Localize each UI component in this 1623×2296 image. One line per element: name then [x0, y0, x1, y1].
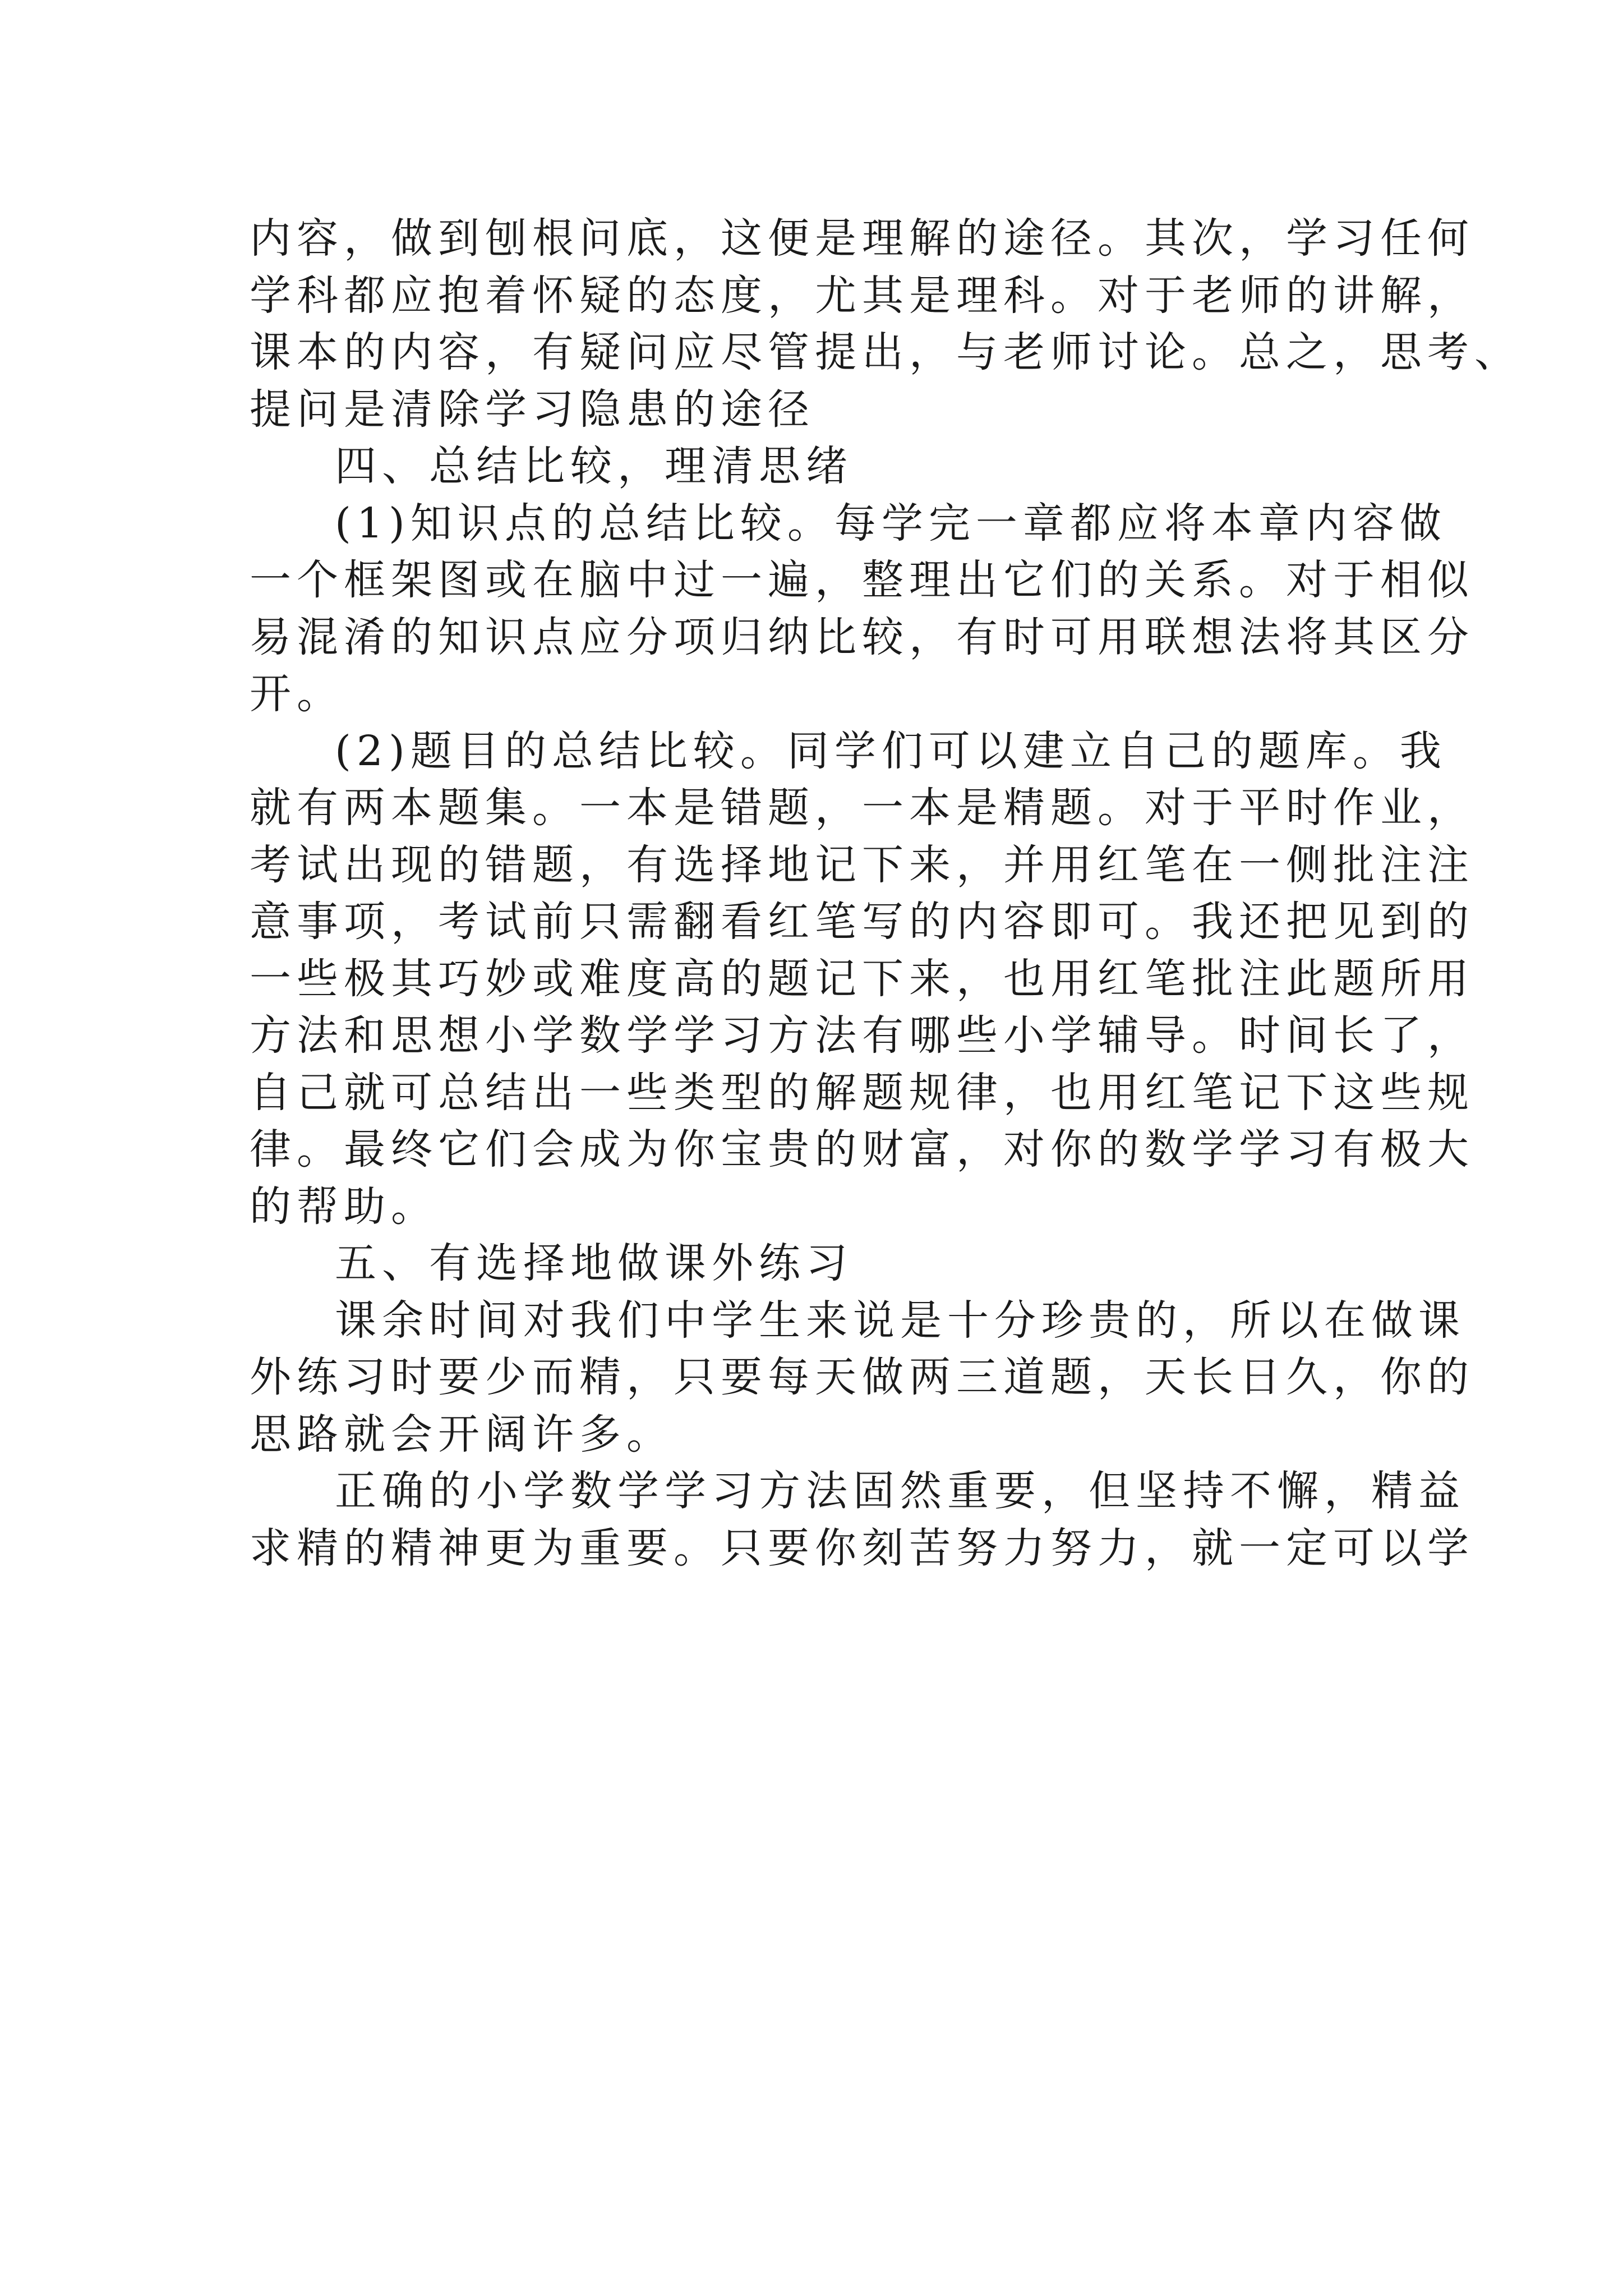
text-line: 易混淆的知识点应分项归纳比较，有时可用联想法将其区分: [250, 613, 1474, 661]
section-heading: 四、总结比较，理清思绪: [335, 442, 853, 490]
text-line: 开。: [250, 670, 344, 718]
text-line: 的帮助。: [250, 1182, 438, 1231]
text-line: 课余时间对我们中学生来说是十分珍贵的，所以在做课: [335, 1296, 1465, 1345]
text-line: 内容，做到刨根问底，这便是理解的途径。其次，学习任何: [250, 214, 1474, 263]
text-line: 一个框架图或在脑中过一遍，整理出它们的关系。对于相似: [250, 556, 1474, 604]
text-line: 意事项，考试前只需翻看红笔写的内容即可。我还把见到的: [250, 898, 1474, 946]
text-line: 正确的小学数学学习方法固然重要，但坚持不懈，精益: [335, 1467, 1465, 1515]
text-line: 思路就会开阔许多。: [250, 1410, 674, 1458]
text-line: 求精的精神更为重要。只要你刻苦努力努力，就一定可以学: [250, 1524, 1474, 1572]
text-line: 学科都应抱着怀疑的态度，尤其是理科。对于老师的讲解，: [250, 271, 1474, 320]
text-line: (2)题目的总结比较。同学们可以建立自己的题库。我: [335, 726, 1447, 775]
text-line: 律。最终它们会成为你宝贵的财富，对你的数学学习有极大: [250, 1125, 1474, 1174]
text-line: 考试出现的错题，有选择地记下来，并用红笔在一侧批注注: [250, 840, 1474, 889]
text-line: 方法和思想小学数学学习方法有哪些小学辅导。时间长了，: [250, 1011, 1474, 1060]
text-line: (1)知识点的总结比较。每学完一章都应将本章内容做: [335, 499, 1447, 547]
text-line: 课本的内容，有疑问应尽管提出，与老师讨论。总之，思考、: [250, 328, 1521, 376]
text-line: 就有两本题集。一本是错题，一本是精题。对于平时作业，: [250, 784, 1474, 832]
text-line: 自己就可总结出一些类型的解题规律，也用红笔记下这些规: [250, 1068, 1474, 1117]
text-line: 外练习时要少而精，只要每天做两三道题，天长日久，你的: [250, 1353, 1474, 1401]
text-line: 提问是清除学习隐患的途径: [250, 385, 815, 434]
section-heading: 五、有选择地做课外练习: [335, 1239, 853, 1287]
text-line: 一些极其巧妙或难度高的题记下来，也用红笔批注此题所用: [250, 954, 1474, 1003]
document-body: [250, 210, 1521, 1577]
